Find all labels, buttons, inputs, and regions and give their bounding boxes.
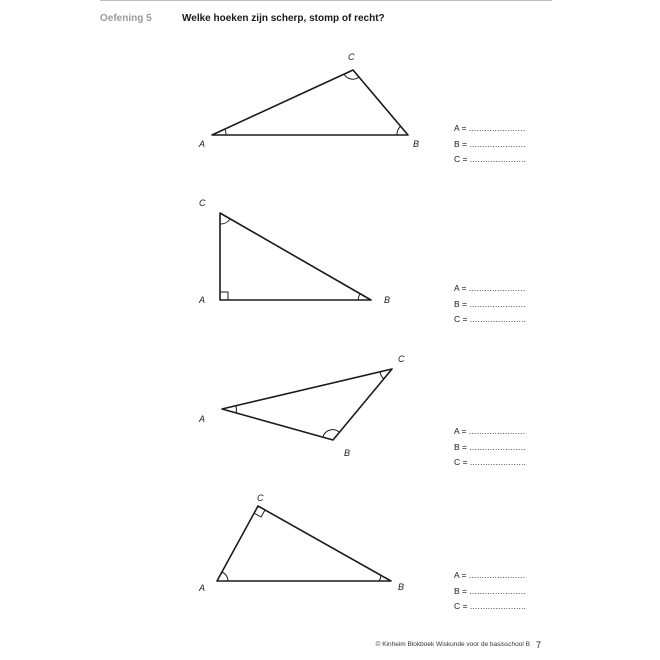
answer-label: B = xyxy=(454,298,467,309)
answer-blank[interactable]: ...................... xyxy=(468,570,526,580)
answer-blank[interactable]: ...................... xyxy=(468,123,526,133)
answer-label: C = xyxy=(454,457,468,467)
triangle-2 xyxy=(220,213,371,300)
triangle-4-answers xyxy=(454,568,526,615)
answer-blank[interactable]: ...................... xyxy=(469,138,526,149)
triangle-2-vertex-b: B xyxy=(384,295,391,305)
triangle-3 xyxy=(222,369,392,440)
footer-copyright: © Kinheim Blokboek Wiskunde voor de basisschool B xyxy=(375,641,530,648)
answer-blank[interactable]: ...................... xyxy=(469,314,527,324)
triangle-3-answers xyxy=(454,424,526,471)
answer-row[interactable] xyxy=(454,312,526,328)
answer-row[interactable] xyxy=(454,455,526,471)
answer-label: C = xyxy=(454,154,468,164)
answer-row[interactable] xyxy=(454,584,526,600)
triangle-2-angle-a-mark xyxy=(220,292,228,300)
answer-label: C = xyxy=(454,314,468,324)
answer-label: B = xyxy=(454,585,467,596)
triangle-4-vertex-a: A xyxy=(199,583,206,593)
triangle-4-vertex-b: B xyxy=(398,582,405,592)
triangle-1-angle-b-mark xyxy=(397,126,401,135)
triangle-2-angle-b-mark xyxy=(358,294,360,300)
answer-label: A = xyxy=(454,426,467,436)
exercise-question: Welke hoeken zijn scherp, stomp of recht? xyxy=(182,13,385,24)
answer-blank[interactable]: ...................... xyxy=(469,298,526,309)
answer-row[interactable] xyxy=(454,568,526,584)
triangle-1-answers xyxy=(454,121,526,168)
answer-label: A = xyxy=(454,283,467,293)
answer-label: A = xyxy=(454,123,467,133)
triangle-4-angle-a-mark xyxy=(222,572,228,581)
triangle-1-vertex-c: C xyxy=(348,52,355,62)
triangle-4-vertex-c: C xyxy=(257,493,264,503)
triangle-3-vertex-b: B xyxy=(344,448,351,458)
answer-label: B = xyxy=(454,138,467,149)
triangle-2-vertex-c: C xyxy=(199,198,206,208)
triangle-4 xyxy=(217,506,391,581)
page-number: 7 xyxy=(536,640,542,650)
answer-label: A = xyxy=(454,570,467,580)
answer-blank[interactable]: ...................... xyxy=(469,601,527,611)
answer-row[interactable] xyxy=(454,599,526,615)
answer-row[interactable] xyxy=(454,424,526,440)
triangle-3-vertex-c: C xyxy=(398,354,405,364)
answer-blank[interactable]: ...................... xyxy=(468,283,526,293)
exercise-label: Oefening 5 xyxy=(100,13,152,24)
triangle-3-angle-c-mark xyxy=(380,372,384,379)
answer-row[interactable] xyxy=(454,152,526,168)
triangle-2-angle-c-mark xyxy=(220,219,230,224)
triangle-4-angle-b-mark xyxy=(379,575,381,581)
triangle-2-vertex-a: A xyxy=(199,295,206,305)
triangle-1-angle-a-mark xyxy=(225,129,226,135)
answer-row[interactable] xyxy=(454,121,526,137)
answer-blank[interactable]: ...................... xyxy=(469,457,527,467)
answer-blank[interactable]: ...................... xyxy=(468,426,526,436)
answer-label: C = xyxy=(454,601,468,611)
triangle-1 xyxy=(212,70,408,135)
answer-blank[interactable]: ...................... xyxy=(469,154,527,164)
answer-label: B = xyxy=(454,441,467,452)
answer-row[interactable] xyxy=(454,440,526,456)
answer-row[interactable] xyxy=(454,297,526,313)
triangle-1-vertex-b: B xyxy=(413,139,420,149)
triangle-1-vertex-a: A xyxy=(199,139,206,149)
triangle-2-answers xyxy=(454,281,526,328)
answer-blank[interactable]: ...................... xyxy=(469,585,526,596)
answer-blank[interactable]: ...................... xyxy=(469,441,526,452)
answer-row[interactable] xyxy=(454,137,526,153)
answer-row[interactable] xyxy=(454,281,526,297)
triangle-3-vertex-a: A xyxy=(199,414,206,424)
